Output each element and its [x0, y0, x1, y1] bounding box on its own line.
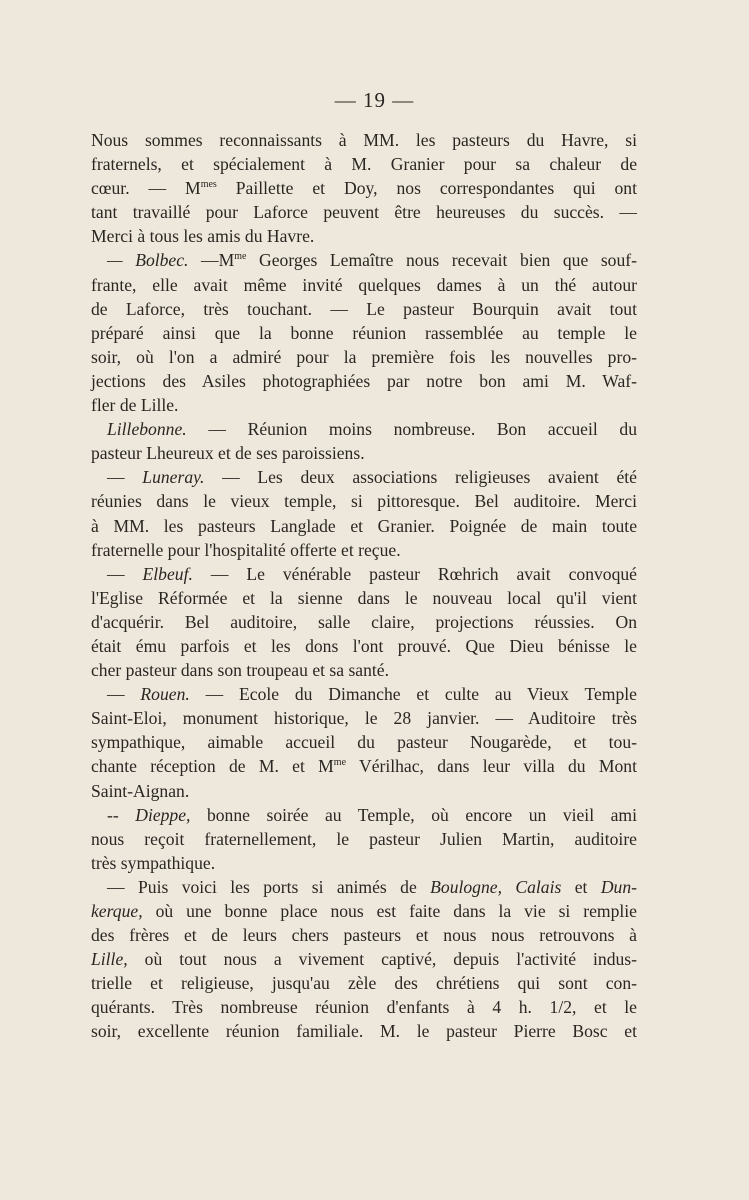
text-line: tant travaillé pour Laforce peuvent être heureuses du succès. — [91, 202, 637, 223]
text-line: soir, où l'on a admiré pour la première fois les nouvelles pro- [91, 346, 637, 367]
text-line: préparé ainsi que la bonne réunion rassemblée au temple le [91, 322, 637, 343]
text-line: kerque, où une bonne place nous est faite dans la vie si remplie [91, 901, 637, 921]
text-line: réunies dans le vieux temple, si pittoresque. Bel auditoire. Merci [91, 491, 637, 512]
text-line: fraternels, et spécialement à M. Granier pour sa chaleur de [91, 154, 637, 175]
text-line: des frères et de leurs chers pasteurs et nous nous retrouvons à [91, 925, 637, 946]
text-line: Saint-Aignan. [91, 780, 190, 801]
text-line: — Luneray. — Les deux associations religieuses avaient été [107, 467, 637, 488]
text-line: l'Eglise Réformée et la sienne dans le nouveau local qu'il vient [91, 587, 637, 608]
text-line: Merci à tous les amis du Havre. [91, 226, 315, 247]
text-line: frante, elle avait même invité quelques dames à un thé autour [91, 274, 637, 295]
text-line: de Laforce, très touchant. — Le pasteur Bourquin avait tout [91, 298, 637, 319]
body-text [91, 128, 637, 1044]
text-line: Saint-Eloi, monument historique, le 28 janvier. — Auditoire très [91, 708, 637, 729]
text-line: jections des Asiles photographiées par notre bon ami M. Waf- [91, 370, 637, 391]
text-line: — Elbeuf. — Le vénérable pasteur Rœhrich avait convoqué [107, 563, 637, 584]
text-line: cœur. — $M^{mes}$ Paillette et Doy, nos correspondantes qui ont [91, 178, 637, 199]
text-line: pasteur Lheureux et de ses paroissiens. [91, 443, 365, 464]
text-line: trielle et religieuse, jusqu'au zèle des chrétiens qui sont con- [91, 973, 637, 994]
text-line: Lillebonne. — Réunion moins nombreuse. Bon accueil du [107, 419, 637, 440]
text-line: fler de Lille. [91, 395, 179, 416]
text-line: Lille, où tout nous a vivement captivé, depuis l'activité indus- [91, 949, 637, 970]
text-line: chante réception de M. et $M^{me}$ Vérilhac, dans leur villa du Mont [91, 756, 637, 777]
text-line: quérants. Très nombreuse réunion d'enfants à 4 h. 1/2, et le [91, 997, 637, 1018]
text-line: — Puis voici les ports si animés de Boulogne, Calais et Dun- [107, 876, 638, 897]
text-line: très sympathique. [91, 852, 216, 873]
text-line: sympathique, aimable accueil du pasteur Nougarède, et tou- [91, 732, 637, 753]
text-line: fraternelle pour l'hospitalité offerte et reçue. [91, 539, 401, 560]
text-line: d'acquérir. Bel auditoire, salle claire, projections réussies. On [91, 611, 637, 632]
text-line: cher pasteur dans son troupeau et sa santé. [91, 660, 390, 681]
text-line: soir, excellente réunion familiale. M. le pasteur Pierre Bosc et [91, 1021, 637, 1042]
text-line: — Bolbec. $—M^{me}$ Georges Lemaître nous recevait bien que souf- [107, 250, 637, 271]
text-line: Nous sommes reconnaissants à MM. les pasteurs du Havre, si [91, 130, 637, 150]
text-line: à MM. les pasteurs Langlade et Granier. Poignée de main toute [91, 515, 637, 536]
text-line: nous reçoit fraternellement, le pasteur Julien Martin, auditoire [91, 828, 637, 849]
page-number: — 19 — [334, 88, 415, 112]
text-line: — Rouen. — Ecole du Dimanche et culte au Vieux Temple [107, 684, 637, 705]
text-line: était ému parfois et les dons l'ont prouvé. Que Dieu bénisse le [91, 635, 637, 656]
text-line: -- Dieppe, bonne soirée au Temple, où encore un vieil ami [107, 804, 637, 825]
